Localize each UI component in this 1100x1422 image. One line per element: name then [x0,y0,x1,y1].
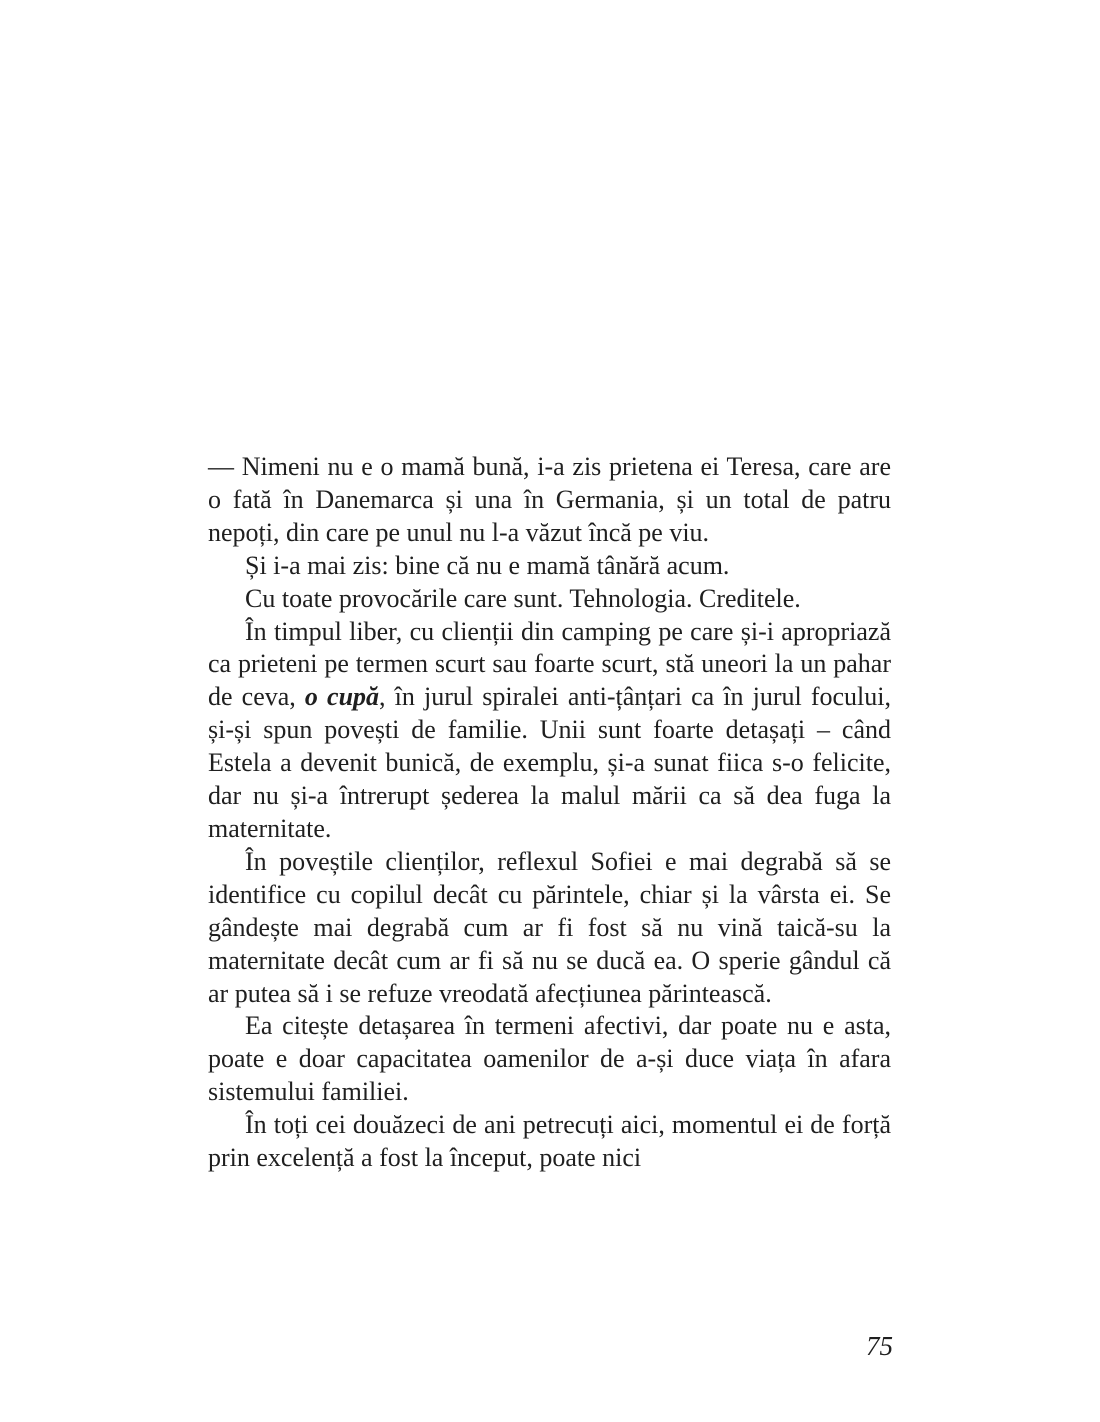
paragraph [208,1010,891,1109]
text-block [208,451,891,1175]
text-run: În timpul liber, cu clienții din camping pe care și-i apropriază ca prieteni pe termen scurt sau foarte scurt, stă uneori la un pahar de ceva, [208,616,891,712]
text-run: Cu toate provocările care sunt. Tehnologia. Creditele. [245,583,801,613]
paragraph [208,846,891,1011]
paragraph [208,616,891,846]
text-run: În poveștile clienților, reflexul Sofiei e mai degrabă să se identifice cu copilul decât cu părintele, chiar și la vârsta ei. Se gândește mai degrabă cum ar fi fost să nu vină taică-su la maternitate decât cum ar fi să nu se ducă ea. O sperie gândul că ar putea să i se refuze vreodată afecțiunea părintească. [208,846,891,1008]
page-number: 75 [866,1331,893,1361]
text-run: , în jurul spiralei anti-țânțari ca în jurul focului, și-și spun povești de familie. Unii sunt foarte detașați – când Estela a devenit bunică, de exemplu, și-a sunat fiica s-o felicite, dar nu și-a întrerupt șederea la malul mării ca să dea fuga la maternitate. [208,682,892,843]
text-run: — Nimeni nu e o mamă bună, i-a zis prietena ei Teresa, care are o fată în Danemarca și una în Germania, și un total de patru nepoți, din care pe unul nu l-a văzut încă pe viu. [208,452,891,547]
paragraph [208,583,891,616]
paragraph [208,550,891,583]
text-run: În toți cei douăzeci de ani petrecuți aici, momentul ei de forță prin excelență a fost la început, poate nici [208,1110,891,1173]
text-run: o cupă [304,682,380,712]
text-run: Și i-a mai zis: bine că nu e mamă tânără acum. [245,550,730,580]
paragraph [208,1109,891,1175]
text-run: Ea citește detașarea în termeni afectivi, dar poate nu e asta, poate e doar capacitatea oamenilor de a-și duce viața în afara sistemului familiei. [208,1011,891,1107]
paragraph [208,451,891,550]
